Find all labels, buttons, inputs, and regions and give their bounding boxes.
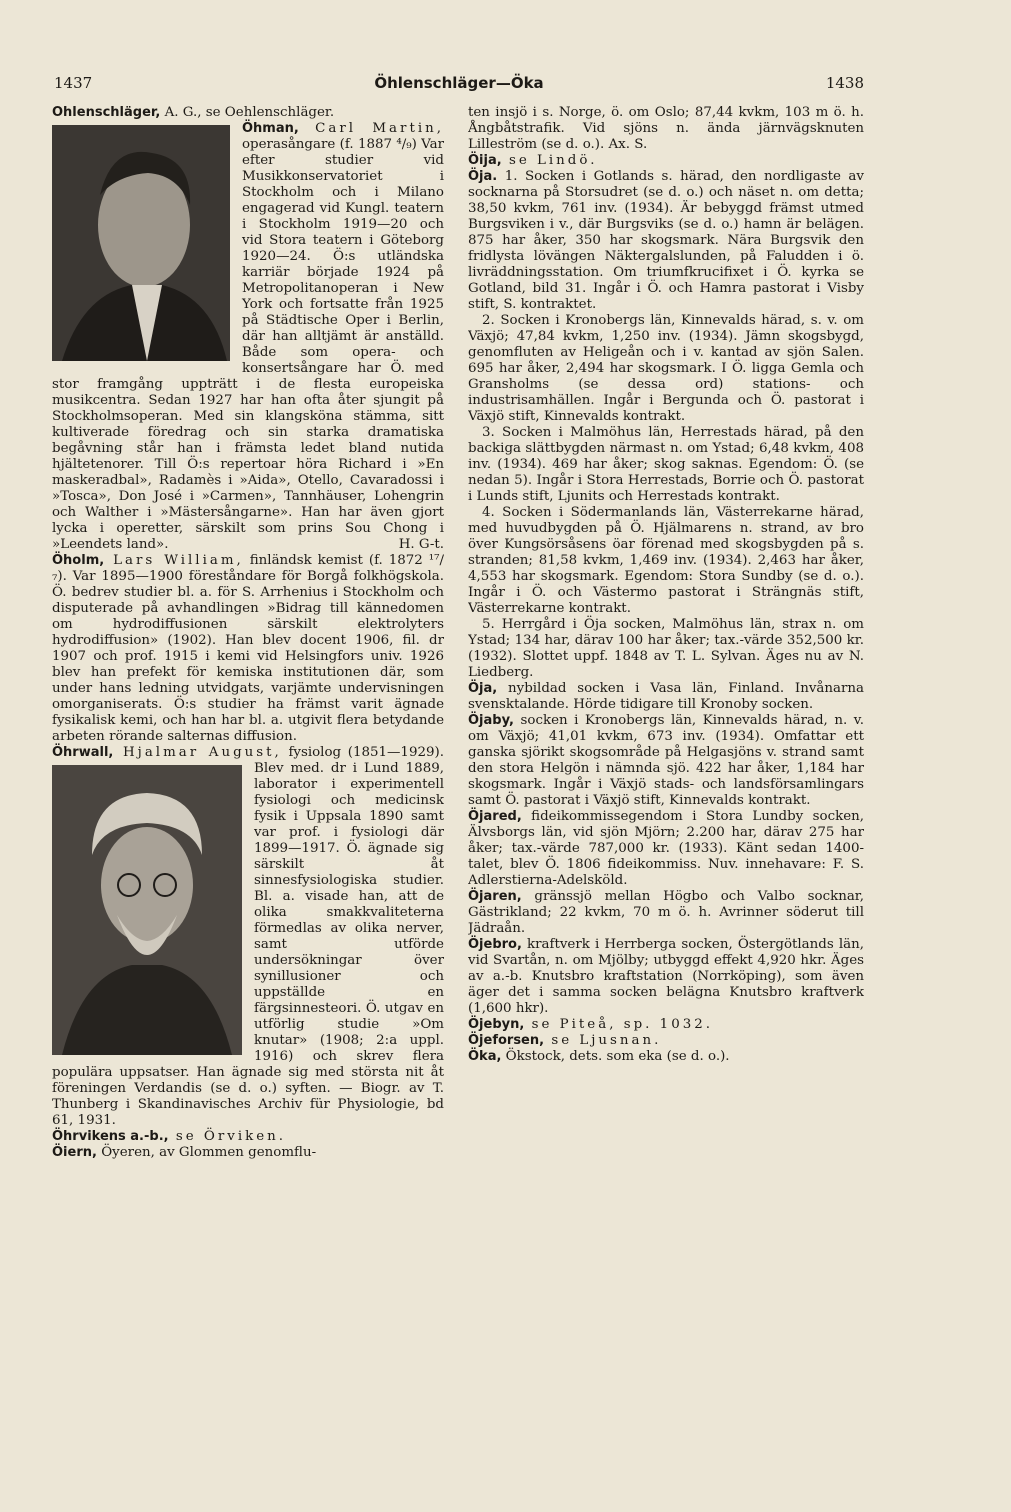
entry-text: fideikommissegendom i Stora Lundby socken, Älvsborgs län, vid sjön Mjörn; 2.200 har, därav 275 har åker; tax.-värde 787,000 kr. (1933). Känt sedan 1400-talet, blev Ö. 1806 fideikommiss. Nuv. innehavare: F. S. Adlerstierna-Adelsköld. bbox=[468, 809, 864, 888]
entry-headword: Öholm, bbox=[52, 553, 105, 568]
entry-text: Ökstock, dets. som eka (se d. o.). bbox=[501, 1049, 730, 1064]
entry-ojared bbox=[468, 809, 864, 889]
entry-ojaren bbox=[468, 889, 864, 937]
entry-text: operasångare (f. 1887 ⁴/₉) Var efter studier vid Musikkonservatoriet i Stockholm och i Milano engagerad vid Kungl. teatern i Stockholm 1919—20 och vid Stora teatern i Göteborg 1920—24. Ö:s utländska karriär började 1924 på Metropolitanoperan i New York och fortsatte från 1925 på Städtische Oper i Berlin, där han alltjämt är anställd. Både som opera- och konsertsångare har Ö. med stor framgång uppträtt i de flesta europeiska musikcentra. Sedan 1927 har han ofta åter sjungit på Stockholmsoperan. Med sin klangsköna stämma, sitt kultiverade föredrag och sin starka dramatiska begåvning står han i främsta ledet bland nutida hjältetenorer. Till Ö:s repertoar höra Richard i »En maskeradbal», Radamès i »Aida», Otello, Cavaradossi i »Tosca», Don José i »Carmen», Tannhäuser, Lohengrin och Walther i »Mästersångarne». Han har även gjort lycka i operetter, särskilt som prins Sou Chong i »Leendets land». bbox=[52, 137, 444, 552]
entry-headword: Öjebyn, bbox=[468, 1017, 525, 1032]
entry-oija bbox=[468, 153, 864, 169]
entry-text: se Piteå, sp. 1032. bbox=[524, 1017, 714, 1032]
page-number-right: 1438 bbox=[825, 74, 864, 92]
entry-headword: Öja. bbox=[468, 169, 498, 184]
entry-name: Lars William, bbox=[104, 553, 244, 568]
entry-headword: Öjebro, bbox=[468, 937, 522, 952]
entry-text: finländsk kemist (f. 1872 ¹⁷/₇). Var 1895—1900 föreståndare för Borgå folkhögskola. Ö. bedrev studier bl. a. för S. Arrhenius i Stockholm och disputerade på avhandlingen »Bidrag till kännedomen om hydrodiffusionen särskilt elektrolyters hydrodiffusion» (1902). Han blev docent 1906, fil. dr 1907 och prof. 1915 i kemi vid Helsingfors univ. 1926 blev han prefekt för kemiska institutionen där, som under hans ledning utvidgats, varjämte undervisningen omorganiserats. Ö:s studier ha främst varit ägnade fysikalisk kemi, och han har bl. a. utgivit flera betydande arbeten rörande salternas diffusion. bbox=[52, 553, 444, 744]
entry-headword: Öhman, bbox=[242, 121, 299, 136]
page-number-left: 1437 bbox=[54, 74, 93, 92]
entry-headword: Öjeforsen, bbox=[468, 1033, 545, 1048]
entry-ojaby bbox=[468, 713, 864, 809]
entry-headword: Öja, bbox=[468, 681, 498, 696]
entry-text: nybildad socken i Vasa län, Finland. Invånarna svensktalande. Hörde tidigare till Kronoby socken. bbox=[468, 681, 864, 712]
entry-text: se Lindö. bbox=[501, 153, 598, 168]
entry-headword: Öhlenschläger, bbox=[52, 105, 161, 120]
entry-oiern bbox=[52, 1145, 444, 1161]
entry-headword: Öiern, bbox=[52, 1145, 97, 1160]
entry-oja-4: 4. Socken i Södermanlands län, Västerrekarne härad, med huvudbygden på Ö. Hjälmarens n. strand, av bro över Kungsörsåsens öar förenad med skogsbygden på s. stranden; 81,58 kvkm, 1,469 inv. (1934). 2,463 har åker, 4,553 har skogsmark. Egendom: Stora Sundby (se d. o.). Ingår i Ö. och Västermo pastorat i Strängnäs stift, Västerrekarne kontrakt. bbox=[468, 505, 864, 616]
entry-headword: Öija, bbox=[468, 153, 502, 168]
entry-text: kraftverk i Herrberga socken, Östergötlands län, vid Svartån, n. om Mjölby; utbyggd effekt 4,920 hkr. Äges av a.-b. Knutsbro kraftstation (Norrköping), som även äger det i samma socken belägna Knutsbro kraftverk (1,600 hkr). bbox=[468, 937, 864, 1016]
entry-name: Hjalmar August, bbox=[113, 745, 282, 760]
entry-text: A. G., se Oehlenschläger. bbox=[160, 105, 335, 120]
page-header bbox=[54, 74, 864, 96]
entry-text: gränssjö mellan Högbo och Valbo socknar, Gästrikland; 22 kvkm, 70 m ö. h. Avrinner söderut till Jädraån. bbox=[468, 889, 864, 936]
entry-ojebyn bbox=[468, 1017, 864, 1033]
entry-ohlenschlager bbox=[52, 105, 444, 121]
running-title: Öhlenschläger—Öka bbox=[374, 74, 544, 92]
entry-headword: Öhrvikens a.-b., bbox=[52, 1129, 169, 1144]
entry-oka bbox=[468, 1049, 864, 1065]
entry-text: se Ljusnan. bbox=[544, 1033, 662, 1048]
entry-headword: Öhrwall, bbox=[52, 745, 114, 760]
entry-headword: Öjaby, bbox=[468, 713, 514, 728]
entry-oja-finland bbox=[468, 681, 864, 713]
entry-oholm bbox=[52, 553, 444, 745]
entry-ohrvikens bbox=[52, 1129, 444, 1145]
left-column bbox=[52, 105, 444, 1390]
portrait-photo-ohrwall bbox=[52, 765, 242, 1055]
right-column bbox=[468, 105, 864, 1390]
entry-ohman bbox=[52, 121, 444, 553]
entry-oja-3: 3. Socken i Malmöhus län, Herrestads härad, på den backiga slättbygden närmast n. om Ystad; 6,48 kvkm, 408 inv. (1934). 469 har åker; skog saknas. Egendom: Ö. (se nedan 5). Ingår i Stora Herrestads, Borrie och Ö. pastorat i Lunds stift, Ljunits och Herrestads kontrakt. bbox=[468, 425, 864, 504]
entry-oja-5: 5. Herrgård i Öja socken, Malmöhus län, strax n. om Ystad; 134 har, därav 100 har åker; tax.-värde 352,500 kr. (1932). Slottet uppf. 1848 av T. L. Sylvan. Äges nu av N. Liedberg. bbox=[468, 617, 864, 680]
entry-text: fysiolog (1851—1929). Blev med. dr i Lund 1889, laborator i experimentell fysiologi och medicinsk fysik i Uppsala 1890 samt var prof. i fysiologi där 1899—1917. Ö. ägnade sig särskilt åt sinnesfysiologiska studier. Bl. a. visade han, att de olika smakkvaliteterna förmedlas av olika nerver, samt utförde undersökningar över synillusioner och uppställde en färgsinnesteori. Ö. utgav en utförlig studie »Om knutar» (1908; 2:a uppl. 1916) och skrev flera populära uppsatser. Han ägnade sig med största nit åt föreningen Verdandis (se d. o.) syften. — Biogr. av T. Thunberg i Skandinavisches Archiv für Physiologie, bd 61, 1931. bbox=[52, 745, 444, 1128]
entry-continuation: ten insjö i s. Norge, ö. om Oslo; 87,44 kvkm, 103 m ö. h. Ångbåtstrafik. Vid sjöns n. ända järnvägsknuten Lilleström (se d. o.). Ax. S. bbox=[468, 105, 864, 152]
entry-headword: Öka, bbox=[468, 1049, 502, 1064]
entry-text: se Örviken. bbox=[168, 1129, 287, 1144]
entry-headword: Öjaren, bbox=[468, 889, 522, 904]
entry-text: 1. Socken i Gotlands s. härad, den nordligaste av socknarna på Storsudret (se d. o.) och näset n. om detta; 38,50 kvkm, 761 inv. (1934). Är bebyggd främst utmed Burgsviken i v., där Burgsviks (se d. o.) hamn är belägen. 875 har åker, 350 har skogsmark. Nära Burgsvik den fridlysta lövängen Näktergalslunden, på Faludden i ö. livräddningsstation. Om triumfkrucifixet i Ö. kyrka se Gotland, bild 31. Ingår i Ö. och Hamra pastorat i Visby stift, S. kontraktet. bbox=[468, 169, 864, 312]
portrait-photo-ohman bbox=[52, 125, 230, 361]
entry-text: socken i Kronobergs län, Kinnevalds härad, n. v. om Växjö; 41,01 kvkm, 673 inv. (1934). Omfattar ett ganska sjörikt skogsområde på Helgasjöns v. strand samt den stora Helgön i nämnda sjö. 422 har åker, 1,184 har skogsmark. Ingår i Växjö stads- och landsförsamlingars samt Ö. pastorat i Växjö stift, Kinnevalds kontrakt. bbox=[468, 713, 864, 808]
author-signature: H. G-t. bbox=[398, 537, 444, 552]
entry-oja bbox=[468, 169, 864, 313]
entry-ojeforsen bbox=[468, 1033, 864, 1049]
entry-oja-2: 2. Socken i Kronobergs län, Kinnevalds härad, s. v. om Växjö; 47,84 kvkm, 1,250 inv. (1934). Jämn skogsbygd, genomfluten av Heligeån och i v. kantad av sjön Salen. 695 har åker, 2,494 har skogsmark. I Ö. ligga Gemla och Gransholms (se dessa ord) stations- och industrisamhällen. Ingår i Bergunda och Ö. pastorat i Växjö stift, Kinnevalds kontrakt. bbox=[468, 313, 864, 424]
entry-ohrwall bbox=[52, 745, 444, 1129]
entry-name: Carl Martin, bbox=[298, 121, 444, 136]
entry-headword: Öjared, bbox=[468, 809, 522, 824]
entry-text: Öyeren, av Glommen genomflu- bbox=[96, 1145, 317, 1160]
entry-ojebro bbox=[468, 937, 864, 1017]
